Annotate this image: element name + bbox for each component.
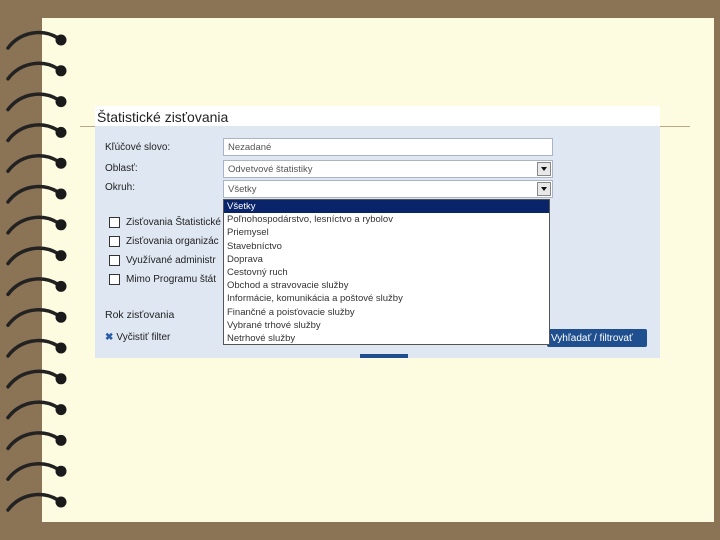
ring-hole bbox=[56, 497, 67, 508]
spiral-ring bbox=[8, 33, 58, 48]
scope-dropdown-list[interactable] bbox=[223, 199, 550, 345]
checkbox-row[interactable] bbox=[109, 236, 219, 250]
ring-hole bbox=[56, 65, 67, 76]
dropdown-option[interactable]: Priemysel bbox=[227, 227, 269, 239]
chevron-down-icon[interactable] bbox=[537, 162, 551, 176]
area-label: Oblasť: bbox=[105, 163, 138, 174]
spiral-binding bbox=[0, 0, 70, 540]
ring-hole bbox=[56, 189, 67, 200]
spiral-ring bbox=[8, 156, 58, 171]
checkbox-row[interactable] bbox=[109, 217, 221, 231]
checkbox-label: Zisťovania Štatistické bbox=[126, 217, 221, 229]
chevron-down-icon[interactable] bbox=[537, 182, 551, 196]
checkbox-label: Využívané administr bbox=[126, 255, 216, 267]
spiral-ring bbox=[8, 187, 58, 202]
ring-hole bbox=[56, 35, 67, 46]
ring-hole bbox=[56, 158, 67, 169]
checkbox[interactable] bbox=[109, 255, 120, 266]
checkbox-label: Mimo Programu štát bbox=[126, 274, 217, 286]
scope-select[interactable] bbox=[223, 180, 553, 198]
ring-hole bbox=[56, 435, 67, 446]
spiral-ring bbox=[8, 248, 58, 263]
spiral-ring bbox=[8, 495, 58, 510]
spiral-ring bbox=[8, 433, 58, 448]
close-icon: ✖ bbox=[105, 332, 114, 343]
spiral-ring bbox=[8, 217, 58, 232]
dropdown-option[interactable]: Obchod a stravovacie služby bbox=[227, 280, 349, 292]
ring-hole bbox=[56, 250, 67, 261]
checkbox[interactable] bbox=[109, 274, 120, 285]
spiral-ring bbox=[8, 279, 58, 294]
ring-hole bbox=[56, 96, 67, 107]
keyword-input[interactable] bbox=[223, 138, 553, 156]
year-label: Rok zisťovania bbox=[105, 309, 175, 321]
checkbox-label: Zisťovania organizác bbox=[126, 236, 219, 248]
spiral-ring bbox=[8, 125, 58, 140]
dropdown-option[interactable]: Informácie, komunikácia a poštové služby bbox=[227, 293, 403, 305]
ring-hole bbox=[56, 404, 67, 415]
checkbox[interactable] bbox=[109, 236, 120, 247]
ring-hole bbox=[56, 373, 67, 384]
scope-label: Okruh: bbox=[105, 182, 136, 193]
spiral-ring bbox=[8, 63, 58, 78]
spiral-ring bbox=[8, 94, 58, 109]
search-filter-button[interactable]: Vyhľadať / filtrovať bbox=[547, 329, 647, 347]
scope-select-value: Všetky bbox=[228, 184, 257, 195]
ring-hole bbox=[56, 343, 67, 354]
dropdown-option[interactable]: Vybrané trhové služby bbox=[227, 319, 321, 331]
dropdown-option[interactable]: Všetky bbox=[224, 200, 549, 213]
spiral-ring bbox=[8, 464, 58, 479]
dropdown-option[interactable]: Netrhové služby bbox=[227, 332, 296, 344]
panel-title: Štatistické zisťovania bbox=[97, 109, 229, 125]
clear-filter-link[interactable] bbox=[105, 332, 170, 343]
keyword-label: Kľúčové slovo: bbox=[105, 142, 171, 153]
spiral-ring bbox=[8, 310, 58, 325]
checkbox-row[interactable] bbox=[109, 274, 216, 288]
checkbox[interactable] bbox=[109, 217, 120, 228]
checkbox-row[interactable] bbox=[109, 255, 216, 269]
dropdown-option[interactable]: Finančné a poisťovacie služby bbox=[227, 306, 355, 318]
ring-hole bbox=[56, 127, 67, 138]
clear-filter-label: Vyčistiť filter bbox=[116, 332, 171, 343]
ring-hole bbox=[56, 466, 67, 477]
dropdown-option[interactable]: Cestovný ruch bbox=[227, 266, 288, 278]
area-select[interactable] bbox=[223, 160, 553, 178]
area-select-value: Odvetvové štatistiky bbox=[228, 164, 313, 175]
dropdown-option[interactable]: Doprava bbox=[227, 253, 263, 265]
dropdown-option[interactable]: Poľnohospodárstvo, lesníctvo a rybolov bbox=[227, 214, 393, 226]
ring-hole bbox=[56, 281, 67, 292]
keyword-input-value: Nezadané bbox=[228, 142, 272, 153]
ring-hole bbox=[56, 219, 67, 230]
spiral-ring bbox=[8, 402, 58, 417]
spiral-ring bbox=[8, 371, 58, 386]
dropdown-option[interactable]: Stavebníctvo bbox=[227, 240, 282, 252]
pagination-indicator bbox=[360, 354, 408, 358]
spiral-ring bbox=[8, 341, 58, 356]
ring-hole bbox=[56, 312, 67, 323]
